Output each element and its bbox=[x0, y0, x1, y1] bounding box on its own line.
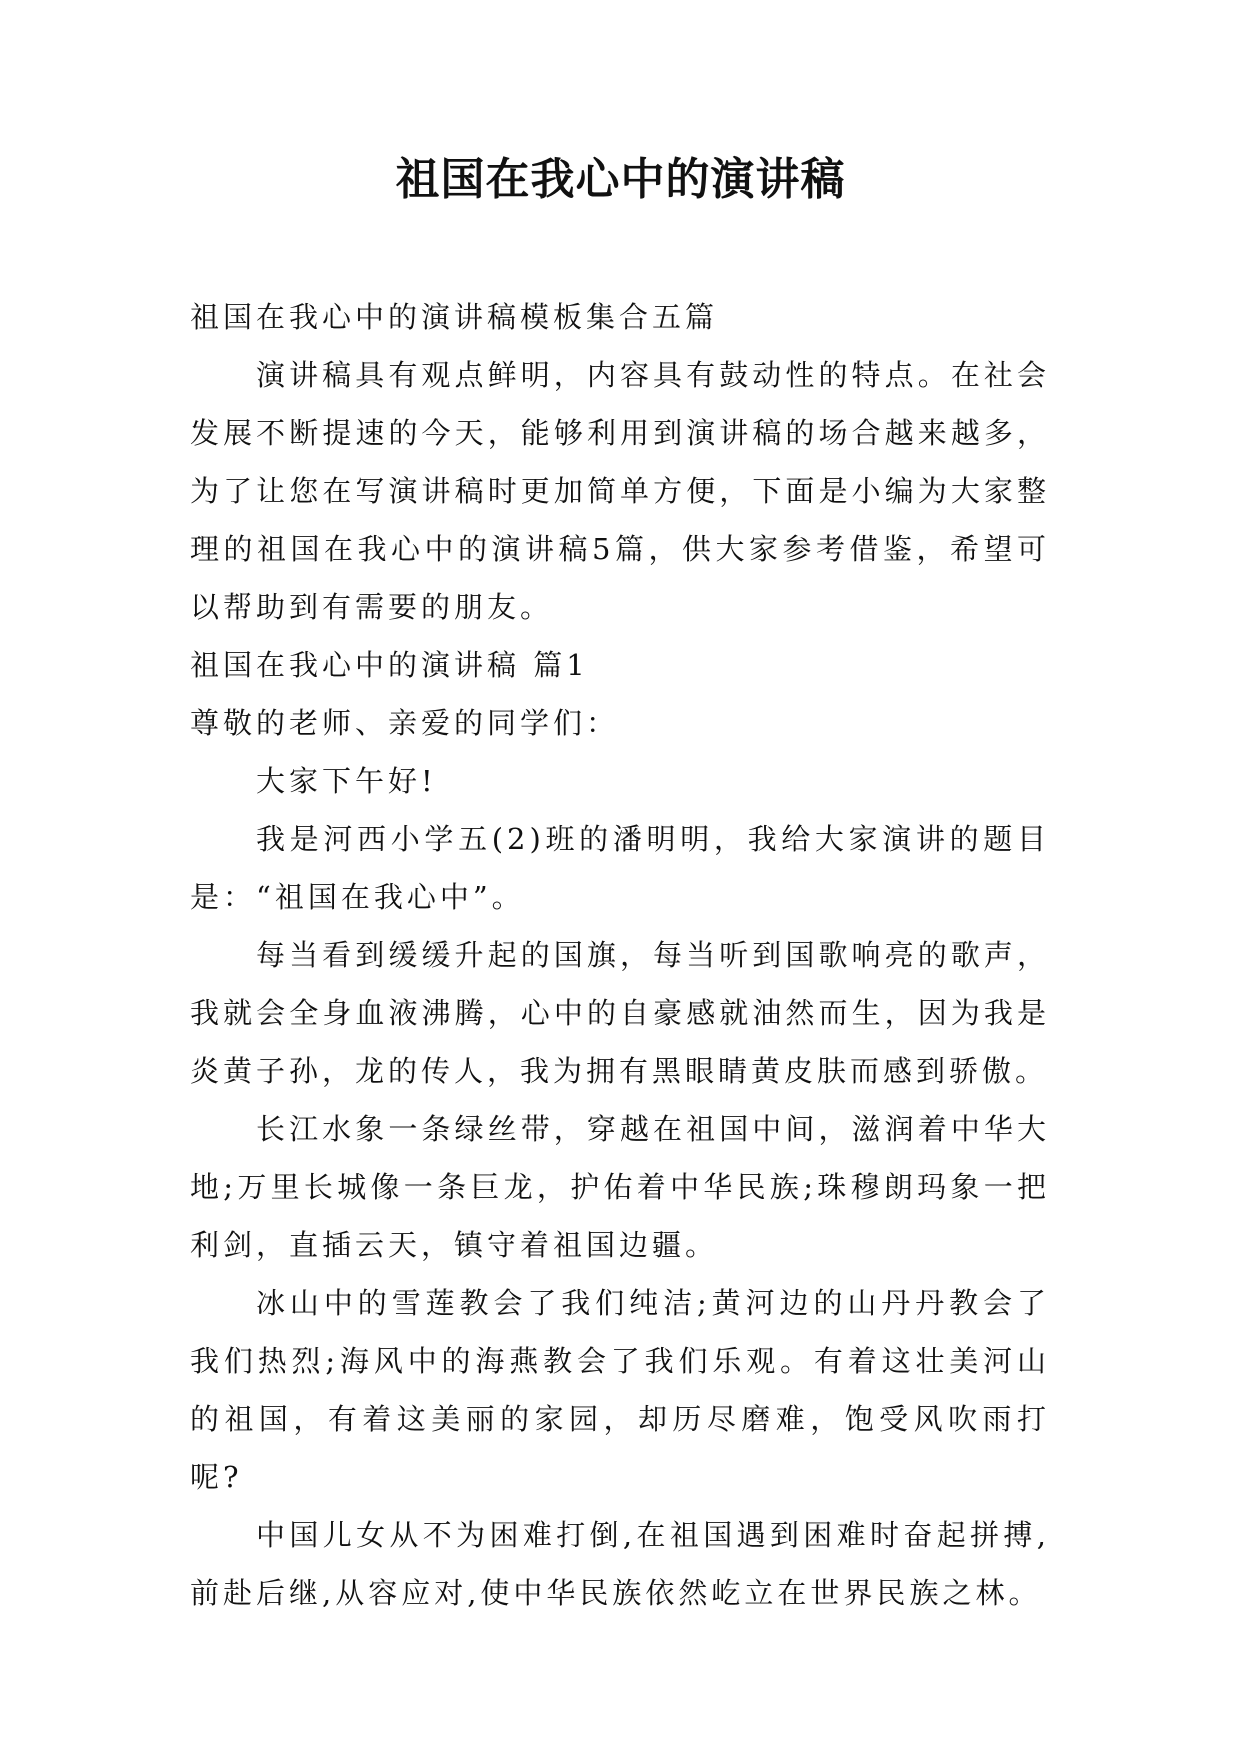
body-paragraph: 我是河西小学五(2)班的潘明明，我给大家演讲的题目是：“祖国在我心中”。 bbox=[190, 822, 1050, 914]
greeting-paragraph: 大家下午好! bbox=[256, 764, 437, 798]
body-paragraph: 每当看到缓缓升起的国旗，每当听到国歌响亮的歌声，我就会全身血液沸腾，心中的自豪感就油然而生，因为我是炎黄子孙，龙的传人，我为拥有黑眼睛黄皮肤而感到骄傲。 bbox=[190, 938, 1050, 1088]
document-title: 祖国在我心中的演讲稿 bbox=[395, 154, 846, 205]
body-paragraph: 中国儿女从不为困难打倒,在祖国遇到困难时奋起拼搏,前赴后继,从容应对,使中华民族依然屹立在世界民族之林。 bbox=[190, 1518, 1050, 1610]
intro-paragraph: 演讲稿具有观点鲜明，内容具有鼓动性的特点。在社会发展不断提速的今天，能够利用到演讲稿的场合越来越多，为了让您在写演讲稿时更加简单方便，下面是小编为大家整理的祖国在我心中的演讲稿5篇，供大家参考借鉴，希望可以帮助到有需要的朋友。 bbox=[190, 358, 1050, 624]
subtitle-paragraph: 祖国在我心中的演讲稿模板集合五篇 bbox=[190, 300, 719, 334]
body-paragraph: 长江水象一条绿丝带，穿越在祖国中间，滋润着中华大地;万里长城像一条巨龙，护佑着中华民族;珠穆朗玛象一把利剑，直插云天，镇守着祖国边疆。 bbox=[190, 1112, 1050, 1262]
section-heading: 祖国在我心中的演讲稿 篇1 bbox=[190, 648, 589, 682]
body-paragraph: 冰山中的雪莲教会了我们纯洁;黄河边的山丹丹教会了我们热烈;海风中的海燕教会了我们乐观。有着这壮美河山的祖国，有着这美丽的家园，却历尽磨难，饱受风吹雨打呢? bbox=[190, 1286, 1050, 1494]
document-body bbox=[190, 288, 1050, 1622]
salutation-paragraph: 尊敬的老师、亲爱的同学们： bbox=[190, 706, 620, 740]
